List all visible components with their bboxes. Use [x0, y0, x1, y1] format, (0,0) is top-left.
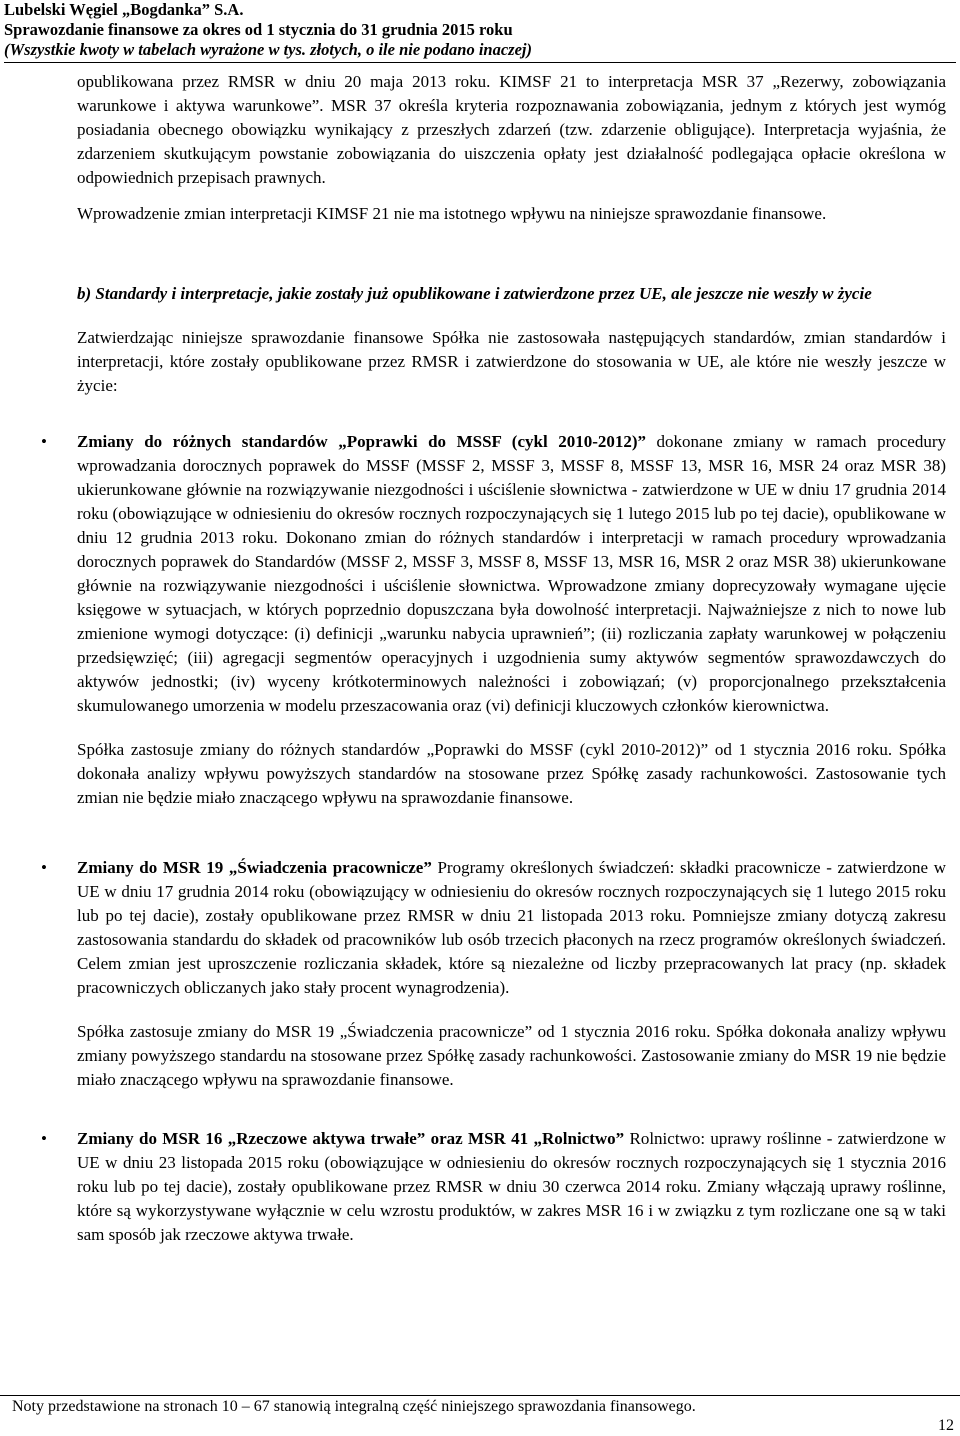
bullet-text: Rolnictwo: uprawy roślinne - zatwierdzone w UE w dniu 23 listopada 2015 roku (obowiązujące w odniesieniu do okresów rocznych rozpoczynających się 1 stycznia 2016 roku lub po tej dacie), zostały opublikowane przez RMSR w dniu 30 czerwca 2014 roku. Zmiany włączają uprawy roślinne, które są wykorzystywane wyłącznie w celu wzrostu produktów, w zakres MSR 16 i w związku z tym rozliczane one są w taki sam sposób jak rzeczowe aktywa trwałe.	[77, 1129, 946, 1244]
footer-note: Noty przedstawione na stronach 10 – 67 stanowią integralną część niniejszego sprawozdania finansowego.	[12, 1398, 696, 1415]
bullet-title: Zmiany do MSR 19 „Świadczenia pracownicze”	[77, 858, 432, 877]
report-title: Sprawozdanie finansowe za okres od 1 stycznia do 31 grudnia 2015 roku	[4, 20, 513, 39]
bullet-text: dokonane zmiany w ramach procedury wprowadzania dorocznych poprawek do MSSF (MSSF 2, MSSF 3, MSSF 8, MSSF 13, MSR 16, MSR 24 oraz MSR 38) ukierunkowane głównie na rozwiązywanie niezgodności i uściślenie słownictwa - zatwierdzone w UE w dniu 17 grudnia 2014 roku (obowiązujące w odniesieniu do okresów rocznych rozpoczynających się 1 lutego 2015 lub po tej dacie), opublikowane w dniu 12 grudnia 2013 roku. Dokonano zmian do różnych standardów i interpretacji w ramach procedury wprowadzania dorocznych poprawek do Standardów (MSSF 2, MSSF 3, MSSF 8, MSSF 13, MSR 16, MSR 2 oraz MSR 38) ukierunkowane głównie na rozwiązywanie niezgodności i uściślenie słownictwa. Wprowadzone zmiany doprecyzowały wymagane ujęcie księgowe w sytuacjach, w których poprzednio dopuszczana była dowolność interpretacji. Najważniejsze z nich to nowe lub zmienione wymogi dotyczące: (i) definicji „warunku nabycia uprawnień”; (ii) rozliczania zapłaty warunkowej w połączeniu przedsięwzięć; (iii) agregacji segmentów operacyjnych i uzgodnienia sumy aktywów segmentów sprawozdawczych do aktywów jednostki; (iv) wyceny krótkoterminowych należności i zobowiązań; (v) proporcjonalnego przekształcenia skumulowanego umorzenia w modelu przeszacowania oraz (vi) definicji kluczowych członków kierownictwa.	[77, 432, 946, 715]
bullet-title: Zmiany do MSR 16 „Rzeczowe aktywa trwałe” oraz MSR 41 „Rolnictwo”	[77, 1129, 625, 1148]
bullet-icon: •	[41, 1129, 47, 1148]
bullet-follow-paragraph: Spółka zastosuje zmiany do MSR 19 „Świadczenia pracownicze” od 1 stycznia 2016 roku. Spółka dokonała analizy wpływu zmiany powyższego standardu na stosowane przez Spółkę zasady rachunkowości. Zastosowanie zmiany do MSR 19 nie będzie miało znaczącego wpływu na sprawozdanie finansowe.	[77, 1022, 946, 1089]
bullet-icon: •	[41, 432, 47, 451]
intro-paragraph-2: Wprowadzenie zmian interpretacji KIMSF 21 nie ma istotnego wpływu na niniejsze sprawozdanie finansowe.	[77, 204, 827, 223]
section-b-intro: Zatwierdzając niniejsze sprawozdanie finansowe Spółka nie zastosowała następujących standardów, zmian standardów i interpretacji, które zostały opublikowane przez RMSR i zatwierdzone do stosowania w UE, ale które nie weszły jeszcze w życie:	[77, 328, 946, 395]
bullet-follow-paragraph: Spółka zastosuje zmiany do różnych standardów „Poprawki do MSSF (cykl 2010-2012)” od 1 stycznia 2016 roku. Spółka dokonała analizy wpływu powyższych standardów na stosowane przez Spółkę zasady rachunkowości. Zastosowanie tych zmian nie będzie miało znaczącego wpływu na sprawozdanie finansowe.	[77, 740, 946, 807]
bullet-item-poprawki	[41, 430, 946, 810]
bullet-icon: •	[41, 858, 47, 877]
section-b-heading: b) Standardy i interpretacje, jakie zostały już opublikowane i zatwierdzone przez UE, ale jeszcze nie weszły w życie	[77, 284, 872, 303]
company-name: Lubelski Węgiel „Bogdanka” S.A.	[4, 0, 244, 19]
units-note: (Wszystkie kwoty w tabelach wyrażone w tys. złotych, o ile nie podano inaczej)	[4, 40, 532, 59]
intro-paragraph-1: opublikowana przez RMSR w dniu 20 maja 2013 roku. KIMSF 21 to interpretacja MSR 37 „Rezerwy, zobowiązania warunkowe i aktywa warunkowe”. MSR 37 określa kryteria rozpoznawania zobowiązania, jednym z których jest wymóg posiadania obecnego obowiązku wynikający z przeszłych zdarzeń (tzw. zdarzenie obligujące). Interpretacja wyjaśnia, że zdarzeniem skutkującym powstanie zobowiązania do uiszczenia opłaty jest działalność podlegająca opłacie określona w odpowiednich przepisach prawnych.	[77, 72, 946, 187]
bullet-item-msr19	[41, 856, 946, 1092]
bullet-item-msr16-msr41	[41, 1127, 946, 1247]
page-number: 12	[938, 1417, 954, 1434]
footer-divider	[0, 1395, 960, 1396]
bullet-title: Zmiany do różnych standardów „Poprawki do MSSF (cykl 2010-2012)”	[77, 432, 647, 451]
header-divider	[4, 62, 956, 63]
bullet-paragraph	[77, 430, 946, 718]
bullet-text: Programy określonych świadczeń: składki pracownicze - zatwierdzone w UE w dniu 17 grudnia 2014 roku (obowiązujący w odniesieniu do okresów rocznych rozpoczynających się 1 lutego 2015 roku lub po tej dacie), zostały opublikowane przez RMSR w dniu 21 listopada 2013 roku. Pomniejsze zmiany dotyczą zakresu zastosowania standardu do składek od pracowników lub osób trzecich płaconych na rzecz programów określonych świadczeń. Celem zmian jest uproszczenie rozliczania składek, które są niezależne od liczby przepracowanych lat pracy (np. składek pracowniczych obliczanych jako stały procent wynagrodzenia).	[77, 858, 946, 997]
bullet-paragraph	[77, 856, 946, 1000]
page-header	[4, 0, 954, 60]
document-body	[41, 70, 946, 1247]
bullet-paragraph	[77, 1127, 946, 1247]
